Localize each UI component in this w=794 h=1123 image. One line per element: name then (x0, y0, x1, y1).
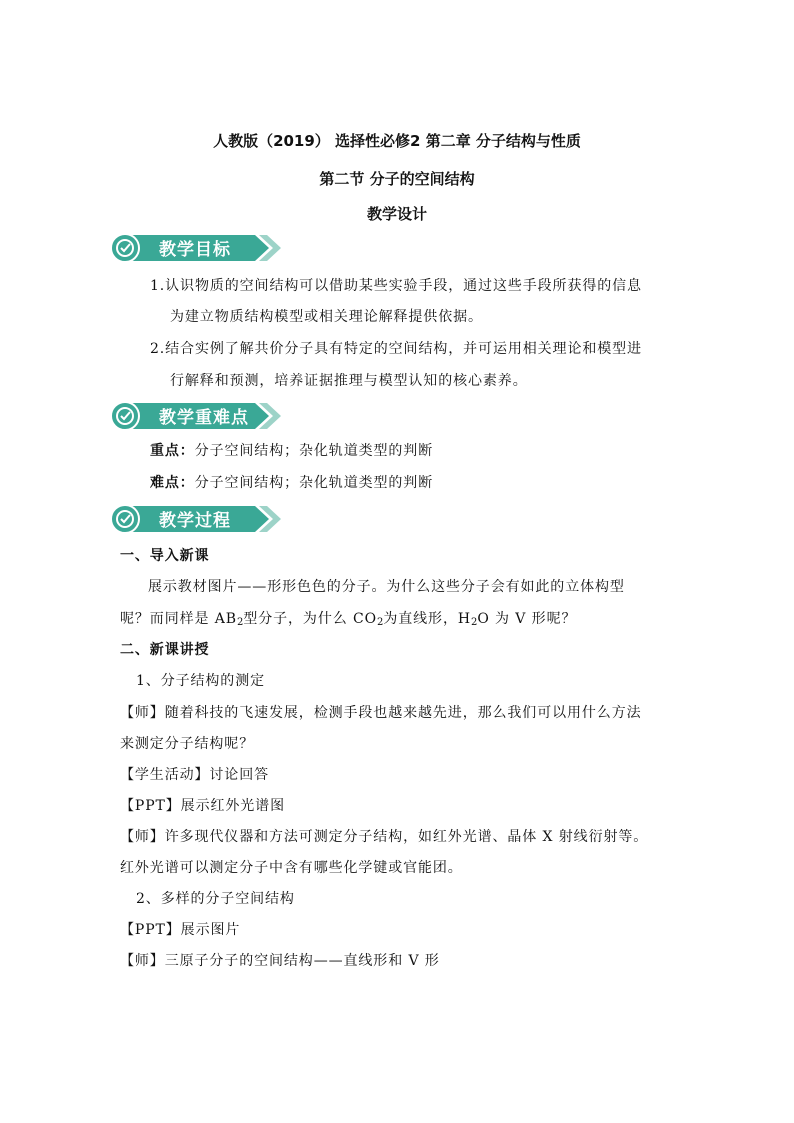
section-title: 第二节 分子的空间结构 (319, 170, 475, 188)
banner-key-points (109, 400, 289, 432)
subscript: 2 (236, 617, 244, 628)
goal-1-line-b: 为建立物质结构模型或相关理论解释提供依据。 (170, 309, 483, 325)
doc-subtitle: 教学设计 (366, 205, 427, 223)
difficult-point (150, 473, 433, 493)
text-run: 型分子，为什么 CO (243, 611, 377, 627)
teacher-line-1a: 【师】随着科技的飞速发展，检测手段也越来越先进，那么我们可以用什么方法 (120, 705, 642, 721)
banner-title: 教学目标 (159, 240, 231, 260)
subheading-2: 2、多样的分子空间结构 (136, 891, 295, 907)
ppt-line-1: 【PPT】展示红外光谱图 (120, 798, 285, 814)
text-run: O 为 V 形呢？ (477, 611, 577, 627)
subscript: 2 (470, 617, 478, 628)
subscript: 2 (376, 617, 384, 628)
teacher-line-2a: 【师】许多现代仪器和方法可测定分子结构，如红外光谱、晶体 X 射线衍射等。 (120, 829, 649, 845)
banner-title: 教学重难点 (159, 408, 249, 428)
goal-1-line-a: 1.认识物质的空间结构可以借助某些实验手段，通过这些手段所获得的信息 (150, 278, 642, 294)
banner-teaching-goals (109, 232, 289, 264)
banner-title: 教学过程 (159, 511, 231, 531)
intro-line-a: 展示教材图片——形形色色的分子。为什么这些分子会有如此的立体构型 (148, 579, 625, 595)
goal-2-line-b: 行解释和预测，培养证据推理与模型认知的核心素养。 (170, 373, 528, 389)
heading-new-lesson: 二、新课讲授 (120, 642, 210, 658)
teacher-line-2b: 红外光谱可以测定分子中含有哪些化学键或官能团。 (120, 860, 463, 876)
goal-2-line-a: 2.结合实例了解共价分子具有特定的空间结构，并可运用相关理论和模型进 (150, 341, 642, 357)
difficult-label: 难点： (150, 475, 195, 491)
banner-teaching-process (109, 503, 289, 535)
ppt-line-2: 【PPT】展示图片 (120, 922, 241, 938)
teacher-line-3: 【师】三原子分子的空间结构——直线形和 V 形 (120, 953, 440, 969)
text-run: 为直线形，H (383, 611, 471, 627)
text-run: 呢？而同样是 AB (120, 611, 237, 627)
heading-intro: 一、导入新课 (120, 548, 210, 564)
intro-line-b (120, 609, 576, 633)
difficult-text: 分子空间结构；杂化轨道类型的判断 (194, 475, 434, 491)
student-activity: 【学生活动】讨论回答 (120, 767, 269, 783)
subheading-1: 1、分子结构的测定 (136, 673, 266, 689)
doc-title: 人教版（2019） 选择性必修2 第二章 分子结构与性质 (213, 132, 581, 150)
key-point (150, 441, 433, 461)
key-label: 重点： (150, 443, 195, 459)
key-text: 分子空间结构；杂化轨道类型的判断 (194, 443, 434, 459)
teacher-line-1b: 来测定分子结构呢？ (120, 736, 255, 752)
